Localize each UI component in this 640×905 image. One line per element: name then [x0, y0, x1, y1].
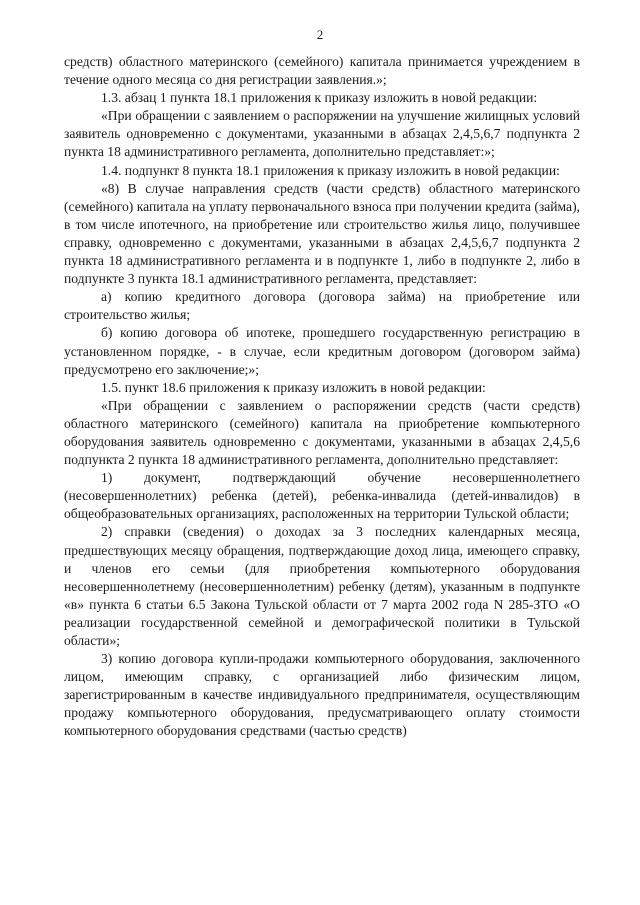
paragraph-subitem-a: а) копию кредитного договора (договора займа) на приобретение или строительство жилья; [64, 289, 580, 323]
paragraph-subitem-2: 2) справки (сведения) о доходах за 3 последних календарных месяца, предшествующих месяцу обращения, подтверждающие доход лица, имеющего справку, и членов его семьи (для приобретения компьютерного оборудования несовершеннолетнему (несовершеннолетним) ребенку (детям), указанным в подпункте «в» пункта 6 статьи 6.5 Закона Тульской области от 7 марта 2002 года N 285-ЗТО «О реализации государственной семейной и демографической политики в Тульской области»; [64, 524, 580, 648]
paragraph-continuation: средств) областного материнского (семейного) капитала принимается учреждением в течение одного месяца со дня регистрации заявления.»; [64, 54, 580, 88]
paragraph-quote-18-1: «При обращении с заявлением о распоряжении на улучшение жилищных условий заявитель одновременно с документами, указанными в абзацах 2,4,5,6,7 подпункта 2 пункта 18 административного регламента, дополнительно представляет:»; [64, 108, 580, 160]
document-body [64, 53, 580, 741]
paragraph-item-1-3: 1.3. абзац 1 пункта 18.1 приложения к приказу изложить в новой редакции: [101, 90, 538, 106]
paragraph-subitem-3: 3) копию договора купли-продажи компьютерного оборудования, заключенного лицом, имеющим справку, с организацией либо физическим лицом, зарегистрированным в качестве индивидуального предпринимателя, осуществляющим продажу компьютерного оборудования, предусматривающего оплату стоимости компьютерного оборудования средствами (частью средств) [64, 651, 580, 739]
paragraph-subitem-1: 1) документ, подтверждающий обучение несовершеннолетнего (несовершеннолетних) ребенка (детей), ребенка-инвалида (детей-инвалидов) в общеобразовательных организациях, расположенных на территории Тульской области; [64, 470, 580, 522]
paragraph-item-1-4: 1.4. подпункт 8 пункта 18.1 приложения к приказу изложить в новой редакции: [101, 162, 560, 178]
paragraph-quote-18-6: «При обращении с заявлением о распоряжении средств (части средств) областного материнского (семейного) капитала на приобретение компьютерного оборудования заявитель одновременно с документами, указанными в абзацах 2,4,5,6 подпункта 2 пункта 18 административного регламента, дополнительно представляет: [64, 397, 580, 468]
paragraph-subitem-b: б) копию договора об ипотеке, прошедшего государственную регистрацию в установленном порядке, - в случае, если кредитным договором (договором займа) предусмотрено его заключение;»; [64, 325, 580, 377]
page-number: 2 [316, 27, 324, 42]
paragraph-subitem-8: «8) В случае направления средств (части средств) областного материнского (семейного) капитала на уплату первоначального взноса при получении кредита (займа), в том числе ипотечного, на приобретение или строительство жилья лицо, получившее справку, одновременно с документами, указанными в абзацах 2,4,5,6,7 подпункта 2 пункта 18 административного регламента и в подпункте 1, либо в подпункте 2, либо в подпункте 3 пункта 18.1 административного регламента, представляет: [64, 180, 580, 287]
paragraph-item-1-5: 1.5. пункт 18.6 приложения к приказу изложить в новой редакции: [101, 379, 486, 395]
